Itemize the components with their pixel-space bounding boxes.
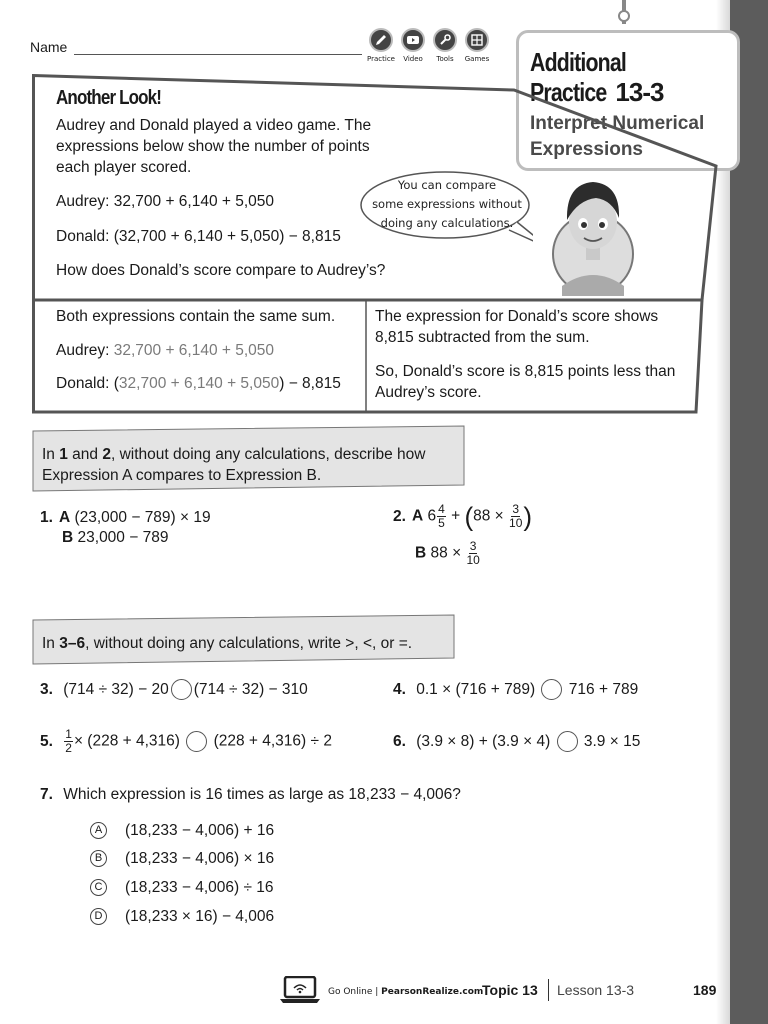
student-avatar: [552, 178, 634, 296]
bubble-line: some expressions without: [372, 197, 522, 211]
pencil-icon[interactable]: [369, 28, 393, 52]
option-text: (18,233 − 4,006) × 16: [125, 850, 275, 867]
problem-3: [40, 679, 308, 700]
mixed-whole: 6: [427, 507, 437, 525]
t: , without doing any calculations, write >, <, or =.: [85, 635, 413, 652]
title-lesson-number: 13-3: [615, 77, 664, 107]
option-letter: A: [58, 509, 71, 526]
answer-option-c[interactable]: [90, 877, 274, 898]
fraction: [509, 503, 522, 530]
numerator: 3: [469, 539, 477, 553]
lesson-label: Lesson 13-3: [557, 982, 635, 998]
problem-6: [393, 731, 640, 752]
problem-2-a: 2. A 6 $\frac{4}{5}$ + (88 × $\frac{3}{10}$ ): [393, 501, 533, 532]
go-online-label: Go Online: [328, 987, 373, 997]
title-practice: Practice: [530, 77, 607, 107]
left-cell-donald: [56, 373, 341, 394]
problem-2-b: [415, 540, 481, 567]
video-tool[interactable]: [400, 28, 426, 63]
tools-label: Tools: [436, 55, 454, 63]
problem-number: 4.: [393, 681, 406, 698]
problem-1-a: [40, 507, 211, 528]
denominator: 10: [509, 516, 523, 530]
subtitle-line1: Interpret Numerical: [530, 113, 705, 134]
hanger-clip-icon: [616, 0, 632, 34]
tail: ) − 8,815: [279, 375, 341, 392]
problem-4: [393, 679, 638, 700]
practice-label: Practice: [367, 55, 395, 63]
expression: 88 ×: [430, 544, 462, 562]
t: In: [42, 635, 60, 652]
gamepad-icon[interactable]: [465, 28, 489, 52]
right-expression: (714 ÷ 32) − 310: [193, 681, 308, 698]
option-text: (18,233 × 16) − 4,006: [125, 908, 275, 925]
t: Expression A compares to Expression B.: [42, 467, 322, 484]
option-text: (18,233 − 4,006) ÷ 16: [125, 879, 274, 896]
problem-number: 2.: [393, 507, 406, 525]
label: Audrey:: [56, 342, 114, 359]
question-text: Which expression is 16 times as large as 18,233 − 4,006?: [63, 786, 461, 803]
expression: 88 ×: [473, 507, 504, 525]
answer-circle[interactable]: [557, 731, 578, 752]
problem-7-question: [40, 784, 461, 805]
fraction: [437, 503, 446, 530]
footer-divider: [548, 979, 549, 1001]
laptop-icon: [280, 976, 320, 1004]
left-expression: (714 ÷ 32) − 20: [63, 681, 169, 698]
problem-1-b: [62, 527, 168, 548]
numerator: 3: [512, 502, 520, 516]
denominator: 10: [466, 553, 480, 567]
go-online-text: [328, 987, 483, 997]
left-expression: × (228 + 4,316): [73, 732, 180, 750]
left-expression: (3.9 × 8) + (3.9 × 4): [416, 733, 551, 750]
name-field-line[interactable]: [74, 54, 362, 55]
site-link[interactable]: PearsonRealize.com: [381, 987, 484, 997]
play-icon[interactable]: [401, 28, 425, 52]
games-tool[interactable]: [464, 28, 490, 63]
sum-highlight: 32,700 + 6,140 + 5,050: [118, 375, 280, 392]
bubble-text: [363, 176, 531, 233]
option-bubble[interactable]: B: [90, 850, 107, 867]
fraction: [64, 728, 73, 755]
page-number: 189: [693, 982, 717, 998]
answer-circle[interactable]: [171, 679, 192, 700]
t: and: [67, 446, 103, 463]
operator: +: [451, 507, 461, 525]
games-label: Games: [464, 55, 490, 63]
right-expression: 716 + 789: [568, 681, 639, 698]
answer-circle[interactable]: [186, 731, 207, 752]
t: 3–6: [59, 635, 86, 652]
t: , without doing any calculations, describe how: [110, 446, 426, 463]
problem-number: 1.: [40, 509, 53, 526]
denominator: 2: [65, 741, 72, 755]
fraction: [466, 540, 479, 567]
label: Donald: (: [56, 375, 119, 392]
answer-option-d[interactable]: [90, 906, 274, 927]
t: 1: [59, 446, 68, 463]
expression: (23,000 − 789) × 19: [74, 509, 211, 526]
audrey-expression: Audrey: 32,700 + 6,140 + 5,050: [56, 193, 275, 210]
video-label: Video: [403, 55, 423, 63]
problem-5: [40, 728, 332, 755]
donald-expression: Donald: (32,700 + 6,140 + 5,050) − 8,815: [56, 228, 341, 245]
right-expression: 3.9 × 15: [583, 733, 641, 750]
separator: |: [375, 987, 379, 997]
option-bubble[interactable]: D: [90, 908, 107, 925]
another-look-intro: Audrey and Donald played a video game. The expressions below show the number of points each player scored.: [56, 117, 372, 176]
numerator: 1: [65, 727, 72, 741]
t: 2: [102, 446, 111, 463]
option-letter: B: [415, 544, 427, 562]
topic-label: Topic 13: [482, 982, 538, 998]
problem-number: 3.: [40, 681, 53, 698]
problem-number: 7.: [40, 786, 53, 803]
bubble-line: You can compare: [397, 178, 497, 192]
bubble-line: doing any calculations.: [380, 216, 514, 230]
left-expression: 0.1 × (716 + 789): [416, 681, 536, 698]
problem-number: 5.: [40, 732, 53, 750]
option-letter: A: [411, 507, 424, 525]
numerator: 4: [438, 502, 445, 516]
name-label: Name: [30, 39, 68, 55]
right-expression: (228 + 4,316) ÷ 2: [213, 732, 332, 750]
another-look-heading: Another Look!: [56, 87, 162, 109]
option-text: (18,233 − 4,006) + 16: [125, 822, 275, 839]
sum-highlight: 32,700 + 6,140 + 5,050: [113, 342, 275, 359]
compare-question: How does Donald’s score compare to Audrey’s?: [56, 262, 386, 279]
wrench-icon[interactable]: [433, 28, 457, 52]
right-cell-para1: The expression for Donald’s score shows 8,815 subtracted from the sum.: [375, 308, 659, 346]
answer-option-a[interactable]: [90, 820, 274, 841]
answer-circle[interactable]: [541, 679, 562, 700]
option-letter: B: [62, 529, 74, 546]
expression: 23,000 − 789: [77, 529, 169, 546]
t: In: [42, 446, 60, 463]
title-additional: Additional: [530, 47, 627, 77]
banner-2-text: [42, 633, 412, 654]
left-cell-audrey: [56, 340, 274, 361]
right-cell-para2: So, Donald’s score is 8,815 points less than Audrey’s score.: [375, 363, 676, 401]
page-footer: [280, 976, 730, 1006]
tools-tool[interactable]: [432, 28, 458, 63]
denominator: 5: [438, 516, 445, 530]
banner-1-text: [42, 444, 425, 486]
left-cell-line1: Both expressions contain the same sum.: [56, 308, 336, 325]
problem-number: 6.: [393, 733, 406, 750]
option-bubble[interactable]: A: [90, 822, 107, 839]
practice-tool[interactable]: [368, 28, 394, 63]
tool-icons: [368, 28, 490, 63]
subtitle-line2: Expressions: [530, 139, 643, 160]
answer-option-b[interactable]: [90, 848, 274, 869]
option-bubble[interactable]: C: [90, 879, 107, 896]
